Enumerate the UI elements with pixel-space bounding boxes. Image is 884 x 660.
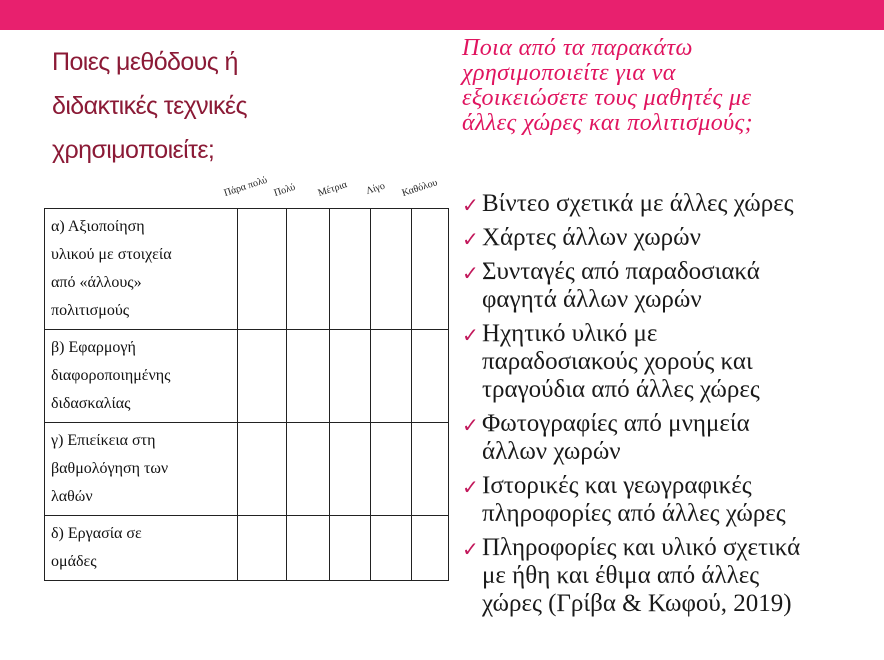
rating-cell[interactable] [371,209,412,330]
rating-cell[interactable] [412,423,449,516]
rating-cell[interactable] [412,330,449,423]
list-item: ✓ Ιστορικές και γεωγραφικές πληροφορίες από άλλες χώρες [462,472,786,527]
table-row [45,209,449,330]
rating-cell[interactable] [371,516,412,581]
column-header: Πάρα πολύ [222,174,269,199]
row-label: β) Εφαρμογή διαφοροποιημένης διδασκαλίας [45,330,238,423]
rating-cell[interactable] [371,423,412,516]
left-heading [52,40,412,172]
check-icon: ✓ [462,413,479,437]
rating-cell[interactable] [287,209,330,330]
list-item: ✓ Βίντεο σχετικά με άλλες χώρες [462,190,794,217]
right-heading-line: άλλες χώρες και πολιτισμούς; [462,110,754,136]
check-icon: ✓ [462,537,479,561]
check-icon: ✓ [462,261,479,285]
right-heading-line: χρησιμοποιείτε για να [462,60,676,86]
rating-column-headers [224,168,444,212]
rating-cell[interactable] [330,330,371,423]
column-header: Μέτρια [316,179,349,199]
column-header: Πολύ [272,181,297,199]
rating-cell[interactable] [238,516,287,581]
list-item: ✓ Χάρτες άλλων χωρών [462,224,701,251]
rating-cell[interactable] [287,423,330,516]
right-heading-line: εξοικειώσετε τους μαθητές με [462,85,752,111]
rating-cell[interactable] [330,209,371,330]
rating-cell[interactable] [330,516,371,581]
rating-cell[interactable] [412,516,449,581]
check-icon: ✓ [462,475,479,499]
left-heading-line: διδακτικές τεχνικές [52,92,247,120]
list-item: ✓ Συνταγές από παραδοσιακά φαγητά άλλων χωρών [462,258,760,313]
rating-table [44,208,449,581]
table-row [45,423,449,516]
list-item: ✓ Ηχητικό υλικό με παραδοσιακούς χορούς και τραγούδια από άλλες χώρες [462,320,760,403]
rating-cell[interactable] [371,330,412,423]
rating-cell[interactable] [238,330,287,423]
check-icon: ✓ [462,193,479,217]
rating-cell[interactable] [287,330,330,423]
column-header: Καθόλου [400,177,439,199]
row-label: γ) Επιείκεια στη βαθμολόγηση των λαθών [45,423,238,516]
check-icon: ✓ [462,227,479,251]
list-item: ✓ Πληροφορίες και υλικό σχετικά με ήθη και έθιμα από άλλες χώρες (Γρίβα & Κωφού, 2019) [462,534,801,617]
column-header: Λίγο [364,180,387,197]
left-heading-line: χρησιμοποιείτε; [52,136,215,164]
check-icon: ✓ [462,323,479,347]
rating-cell[interactable] [287,516,330,581]
right-heading [462,36,880,136]
table-row [45,516,449,581]
methods-list [462,190,882,624]
rating-cell[interactable] [330,423,371,516]
row-label: α) Αξιοποίηση υλικού με στοιχεία από «άλλους» πολιτισμούς [45,209,238,330]
rating-cell[interactable] [238,423,287,516]
row-label: δ) Εργασία σε ομάδες [45,516,238,581]
right-heading-line: Ποια από τα παρακάτω [462,35,693,61]
left-heading-line: Ποιες μεθόδους ή [52,48,238,76]
table-row [45,330,449,423]
rating-cell[interactable] [238,209,287,330]
top-accent-bar [0,0,884,30]
rating-cell[interactable] [412,209,449,330]
list-item: ✓ Φωτογραφίες από μνημεία άλλων χωρών [462,410,750,465]
